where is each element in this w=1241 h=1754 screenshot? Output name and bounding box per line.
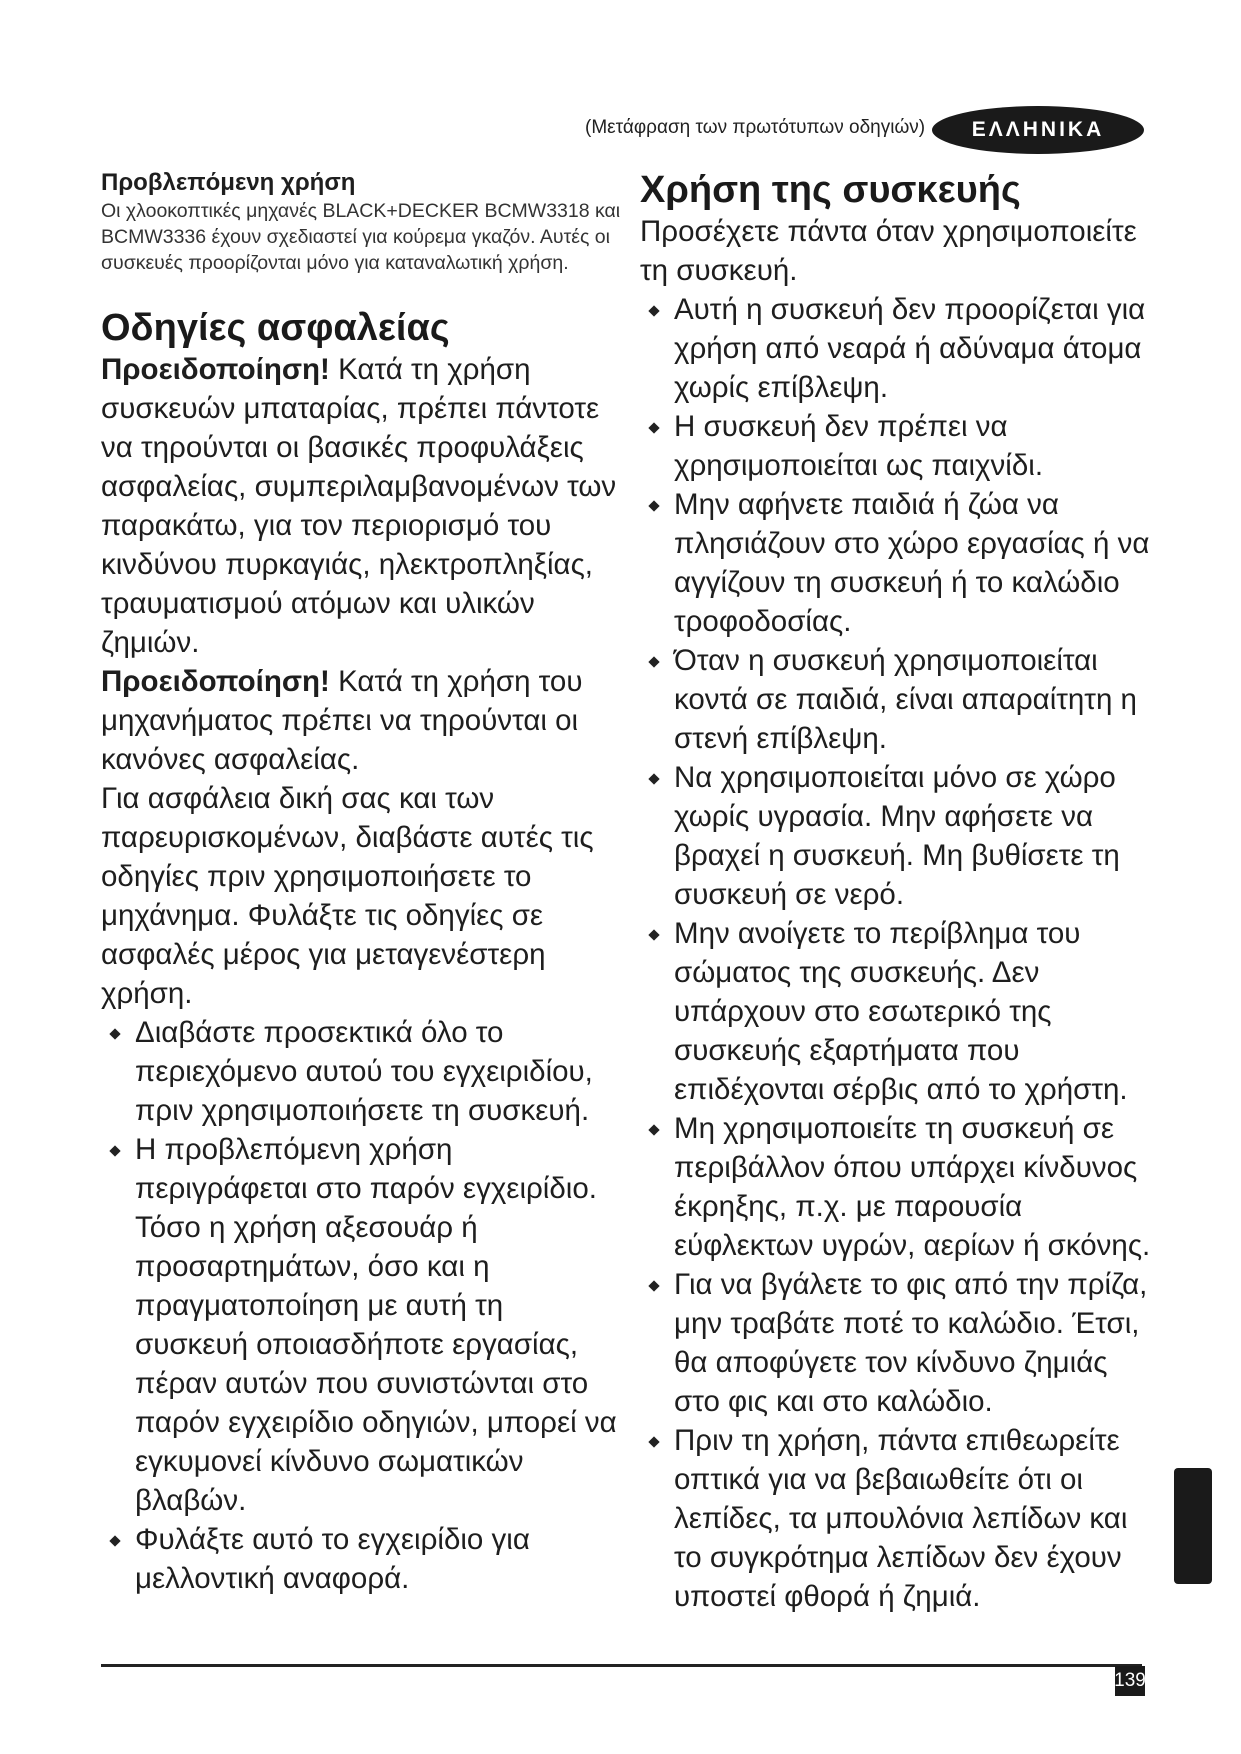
diamond-bullet-icon [648, 500, 659, 511]
list-item [101, 1130, 621, 1520]
list-item [101, 1520, 621, 1598]
warning-paragraph-2 [101, 662, 621, 779]
list-item [640, 407, 1160, 485]
list-item-text: Μην ανοίγετε το περίβλημα του σώματος της συσκευής. Δεν υπάρχουν στο εσωτερικό της συσκευής εξαρτήματα που επιδέχονται σέρβις από το χρήστη. [674, 917, 1128, 1106]
diamond-bullet-icon [648, 1436, 659, 1447]
list-item-text: Όταν η συσκευή χρησιμοποιείται κοντά σε παιδιά, είναι απαραίτητη η στενή επίβλεψη. [674, 644, 1137, 755]
list-item-text: Η συσκευή δεν πρέπει να χρησιμοποιείται ως παιχνίδι. [674, 410, 1044, 482]
diamond-bullet-icon [109, 1145, 120, 1156]
list-item [640, 290, 1160, 407]
diamond-bullet-icon [648, 1280, 659, 1291]
footer-divider [101, 1664, 1142, 1667]
list-item-text: Να χρησιμοποιείται μόνο σε χώρο χωρίς υγρασία. Μην αφήσετε να βραχεί η συσκευή. Μη βυθίσετε τη συσκευή σε νερό. [674, 761, 1120, 911]
list-item-text: Πριν τη χρήση, πάντα επιθεωρείτε οπτικά για να βεβαιωθείτε ότι οι λεπίδες, τα μπουλόνια λεπίδων και το συγκρότημα λεπίδων δεν έχουν υποστεί φθορά ή ζημιά. [674, 1424, 1128, 1613]
right-column [640, 168, 1160, 1616]
language-badge: ΕΛΛΗΝΙΚΑ [932, 106, 1144, 154]
device-use-title: Χρήση της συσκευής [640, 169, 1021, 211]
diamond-bullet-icon [648, 773, 659, 784]
list-item [640, 1265, 1160, 1421]
section-thumb-tab [1174, 1468, 1212, 1584]
list-item-text: Αυτή η συσκευή δεν προορίζεται για χρήση από νεαρά ή αδύναμα άτομα χωρίς επίβλεψη. [674, 293, 1146, 404]
diamond-bullet-icon [648, 1124, 659, 1135]
intended-use-text: Οι χλοοκοπτικές μηχανές BLACK+DECKER BCMW3318 και BCMW3336 έχουν σχεδιαστεί για κούρεμα γκαζόν. Αυτές οι συσκευές προορίζονται μόνο για καταναλωτική χρήση. [101, 200, 621, 274]
intended-use-title: Προβλεπόμενη χρήση [101, 169, 356, 196]
diamond-bullet-icon [648, 422, 659, 433]
warning-paragraph-1 [101, 350, 621, 662]
diamond-bullet-icon [648, 656, 659, 667]
warning-text: Κατά τη χρήση του μηχανήματος πρέπει να τηρούνται οι κανόνες ασφαλείας. [101, 665, 583, 776]
list-item [640, 1421, 1160, 1616]
page-number: 139 [1115, 1666, 1145, 1696]
translation-note: (Μετάφραση των πρωτότυπων οδηγιών) [585, 117, 926, 138]
list-item-text: Μη χρησιμοποιείτε τη συσκευή σε περιβάλλον όπου υπάρχει κίνδυνος έκρηξης, π.χ. με παρουσία εύφλεκτων υγρών, αερίων ή σκόνης. [674, 1112, 1151, 1262]
list-item [640, 1109, 1160, 1265]
safety-paragraph: Για ασφάλεια δική σας και των παρευρισκομένων, διαβάστε αυτές τις οδηγίες πριν χρησιμοποιήσετε το μηχάνημα. Φυλάξτε τις οδηγίες σε ασφαλές μέρος για μεταγενέστερη χρήση. [101, 782, 594, 1010]
list-item-text: Η προβλεπόμενη χρήση περιγράφεται στο παρόν εγχειρίδιο. Τόσο η χρήση αξεσουάρ ή προσαρτημάτων, όσο και η πραγματοποίηση με αυτή τη συσκευή οποιασδήποτε εργασίας, πέραν αυτών που συνιστώνται στο παρόν εγχειρίδιο οδηγιών, μπορεί να εγκυμονεί κίνδυνο σωματικών βλαβών. [135, 1133, 617, 1517]
list-item [101, 1013, 621, 1130]
list-item-text: Φυλάξτε αυτό το εγχειρίδιο για μελλοντική αναφορά. [135, 1523, 530, 1595]
diamond-bullet-icon [109, 1535, 120, 1546]
list-item [640, 641, 1160, 758]
list-item-text: Για να βγάλετε το φις από την πρίζα, μην τραβάτε ποτέ το καλώδιο. Έτσι, θα αποφύγετε τον κίνδυνο ζημιάς στο φις και στο καλώδιο. [674, 1268, 1148, 1418]
safety-title: Οδηγίες ασφαλείας [101, 307, 450, 349]
left-bullet-list [101, 1013, 621, 1598]
diamond-bullet-icon [648, 929, 659, 940]
list-item [640, 758, 1160, 914]
list-item [640, 914, 1160, 1109]
device-use-intro: Προσέχετε πάντα όταν χρησιμοποιείτε τη συσκευή. [640, 215, 1137, 287]
warning-label: Προειδοποίηση! [101, 665, 330, 698]
warning-text: Κατά τη χρήση συσκευών μπαταρίας, πρέπει πάντοτε να τηρούνται οι βασικές προφυλάξεις ασφαλείας, συμπεριλαμβανομένων των παρακάτω, για τον περιορισμό του κινδύνου πυρκαγιάς, ηλεκτροπληξίας, τραυματισμού ατόμων και υλικών ζημιών. [101, 353, 617, 659]
left-column [101, 168, 621, 1598]
list-item [640, 485, 1160, 641]
list-item-text: Διαβάστε προσεκτικά όλο το περιεχόμενο αυτού του εγχειριδίου, πριν χρησιμοποιήσετε τη συσκευή. [135, 1016, 593, 1127]
warning-label: Προειδοποίηση! [101, 353, 330, 386]
diamond-bullet-icon [648, 305, 659, 316]
diamond-bullet-icon [109, 1028, 120, 1039]
list-item-text: Μην αφήνετε παιδιά ή ζώα να πλησιάζουν στο χώρο εργασίας ή να αγγίζουν τη συσκευή ή το καλώδιο τροφοδοσίας. [674, 488, 1150, 638]
right-bullet-list [640, 290, 1160, 1616]
